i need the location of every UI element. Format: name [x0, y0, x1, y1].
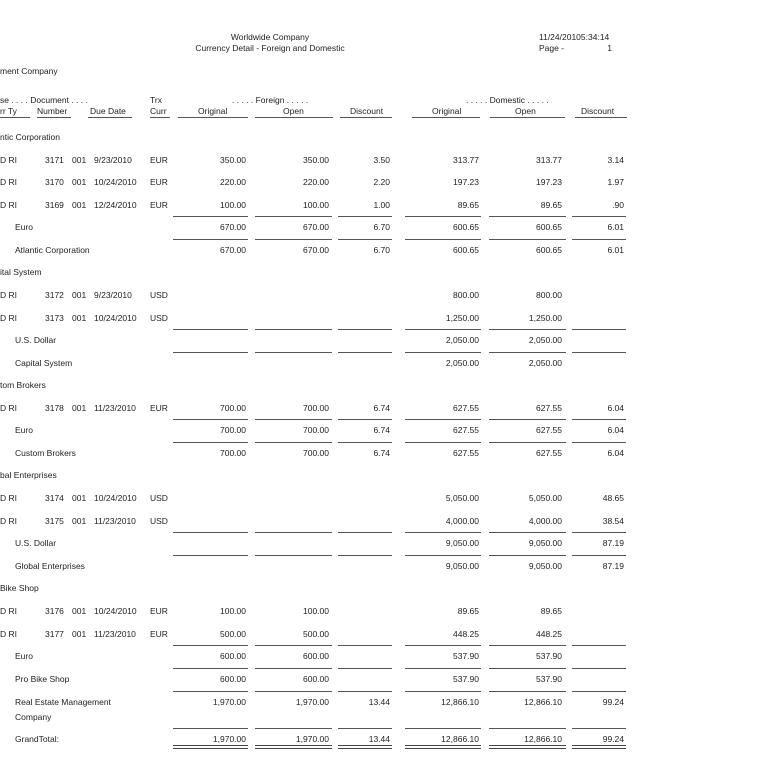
amount-f-open: 600.00 — [303, 674, 329, 684]
subtotal-rule — [572, 555, 626, 556]
subtotal-rule — [405, 239, 481, 240]
subtotal-rule — [338, 532, 392, 533]
subtotal-rule — [338, 691, 392, 692]
subtotal-rule — [173, 216, 248, 217]
amount-f-disc: 6.70 — [373, 245, 390, 255]
subtotal-rule — [572, 728, 626, 729]
amount-f-disc: 13.44 — [368, 734, 390, 744]
amount-d-orig: 2,050.00 — [445, 335, 479, 345]
grand-total-label: GrandTotal: — [15, 734, 59, 744]
subtotal-rule — [338, 216, 392, 217]
amount-d-orig: 4,000.00 — [445, 516, 479, 526]
header-foreign-open: Open — [283, 106, 304, 116]
subtotal-rule — [338, 645, 392, 646]
subtotal-rule — [489, 352, 566, 353]
header-due-date: Due Date — [90, 106, 126, 116]
subtotal-rule — [572, 419, 626, 420]
doc-sequence: 001 — [72, 290, 87, 300]
subtotal-rule — [255, 419, 332, 420]
amount-d-orig: 197.23 — [453, 177, 479, 187]
subtotal-rule — [572, 442, 626, 443]
due-date: 12/24/2010 — [94, 200, 137, 210]
amount-f-open: 220.00 — [303, 177, 329, 187]
amount-d-orig: 537.90 — [453, 674, 479, 684]
amount-d-disc: .90 — [612, 200, 624, 210]
header-trx-curr: Curr — [150, 106, 167, 116]
doc-number: 3170 — [45, 177, 64, 187]
subtotal-rule — [255, 668, 332, 669]
amount-d-open: 800.00 — [536, 290, 562, 300]
subtotal-rule — [572, 691, 626, 692]
doc-sequence: 001 — [72, 177, 87, 187]
amount-f-open: 670.00 — [303, 245, 329, 255]
subtotal-rule — [405, 728, 481, 729]
doc-number: 3173 — [45, 313, 64, 323]
subtotal-label: Capital System — [15, 358, 73, 368]
subtotal-rule — [173, 668, 248, 669]
subtotal-label: Real Estate Management — [15, 697, 111, 707]
subtotal-label: Euro — [15, 651, 33, 661]
amount-f-orig: 700.00 — [220, 425, 246, 435]
customer-heading: ital System — [0, 267, 42, 277]
doc-type: D RI — [0, 155, 17, 165]
due-date: 9/23/2010 — [94, 155, 132, 165]
subtotal-label: Custom Brokers — [15, 448, 76, 458]
due-date: 10/24/2010 — [94, 493, 137, 503]
grand-total-double-rule — [173, 745, 248, 749]
subtotal-rule — [489, 532, 566, 533]
doc-number: 3172 — [45, 290, 64, 300]
doc-type: D RI — [0, 516, 17, 526]
amount-d-orig: 627.55 — [453, 425, 479, 435]
subtotal-rule — [255, 216, 332, 217]
subtotal-rule — [572, 645, 626, 646]
amount-f-orig: 600.00 — [220, 651, 246, 661]
amount-d-orig: 12,866.10 — [441, 734, 479, 744]
amount-f-orig: 1,970.00 — [212, 734, 246, 744]
doc-sequence: 001 — [72, 313, 87, 323]
trx-currency: EUR — [150, 606, 168, 616]
amount-d-orig: 9,050.00 — [445, 538, 479, 548]
subtotal-rule — [173, 419, 248, 420]
amount-f-orig: 700.00 — [220, 448, 246, 458]
doc-sequence: 001 — [72, 629, 87, 639]
doc-number: 3177 — [45, 629, 64, 639]
subtotal-rule — [173, 555, 248, 556]
amount-f-orig: 350.00 — [220, 155, 246, 165]
amount-f-open: 100.00 — [303, 200, 329, 210]
subtotal-rule — [173, 352, 248, 353]
subtotal-rule — [572, 216, 626, 217]
grand-total-double-rule — [489, 745, 566, 749]
subtotal-rule — [405, 329, 481, 330]
subtotal-rule — [405, 691, 481, 692]
trx-currency: EUR — [150, 200, 168, 210]
subtotal-rule — [572, 239, 626, 240]
amount-f-disc: 6.74 — [373, 448, 390, 458]
doc-type: D RI — [0, 629, 17, 639]
trx-currency: EUR — [150, 403, 168, 413]
doc-number: 3171 — [45, 155, 64, 165]
trx-currency: USD — [150, 516, 168, 526]
amount-d-orig: 627.55 — [453, 403, 479, 413]
amount-d-orig: 89.65 — [457, 606, 479, 616]
subtotal-rule — [572, 532, 626, 533]
header-domestic-group: . . . . . Domestic . . . . . — [466, 95, 549, 105]
subtotal-label: Pro Bike Shop — [15, 674, 70, 684]
subtotal-label-continued: Company — [15, 712, 52, 722]
subtotal-rule — [489, 419, 566, 420]
header-domestic-original: Original — [432, 106, 462, 116]
subtotal-label: Global Enterprises — [15, 561, 85, 571]
grand-total-double-rule — [572, 745, 626, 749]
amount-d-open: 2,050.00 — [528, 358, 562, 368]
amount-d-disc: 6.01 — [607, 222, 624, 232]
doc-sequence: 001 — [72, 516, 87, 526]
subtotal-rule — [173, 728, 248, 729]
subtotal-rule — [338, 668, 392, 669]
subtotal-label: Euro — [15, 425, 33, 435]
doc-sequence: 001 — [72, 606, 87, 616]
amount-d-disc: 87.19 — [602, 538, 624, 548]
subtotal-rule — [489, 442, 566, 443]
amount-d-orig: 600.65 — [453, 245, 479, 255]
amount-d-open: 448.25 — [536, 629, 562, 639]
subtotal-rule — [489, 645, 566, 646]
trx-currency: USD — [150, 313, 168, 323]
doc-type: D RI — [0, 200, 17, 210]
subtotal-rule — [173, 442, 248, 443]
subtotal-rule — [255, 691, 332, 692]
trx-currency: USD — [150, 290, 168, 300]
amount-d-orig: 5,050.00 — [445, 493, 479, 503]
amount-d-orig: 12,866.10 — [441, 697, 479, 707]
subtotal-rule — [572, 329, 626, 330]
page-label: Page - — [539, 43, 565, 53]
subtotal-rule — [255, 352, 332, 353]
subtotal-rule — [489, 668, 566, 669]
subtotal-rule — [255, 728, 332, 729]
doc-sequence: 001 — [72, 200, 87, 210]
doc-number: 3176 — [45, 606, 64, 616]
amount-d-orig: 89.65 — [457, 200, 479, 210]
grand-total-double-rule — [405, 745, 481, 749]
amount-d-open: 89.65 — [540, 606, 562, 616]
amount-f-disc: 6.74 — [373, 403, 390, 413]
subtotal-rule — [405, 668, 481, 669]
amount-f-disc: 2.20 — [373, 177, 390, 187]
amount-f-orig: 220.00 — [220, 177, 246, 187]
subtotal-rule — [489, 329, 566, 330]
amount-d-disc: 6.04 — [607, 403, 624, 413]
amount-f-disc: 6.74 — [373, 425, 390, 435]
amount-f-orig: 670.00 — [220, 222, 246, 232]
doc-sequence: 001 — [72, 403, 87, 413]
amount-d-open: 537.90 — [536, 674, 562, 684]
trx-currency: USD — [150, 493, 168, 503]
amount-d-disc: 99.24 — [602, 734, 624, 744]
subtotal-rule — [255, 329, 332, 330]
header-curr-ty: rr Ty — [0, 106, 17, 116]
subtotal-rule — [405, 645, 481, 646]
subtotal-label: Atlantic Corporation — [15, 245, 90, 255]
subtotal-rule — [405, 442, 481, 443]
due-date: 11/23/2010 — [94, 516, 136, 526]
amount-f-orig: 700.00 — [220, 403, 246, 413]
customer-heading: ntic Corporation — [0, 132, 61, 142]
subtotal-rule — [405, 216, 481, 217]
subtotal-rule — [338, 239, 392, 240]
header-number: Number — [37, 106, 68, 116]
amount-f-open: 1,970.00 — [295, 697, 329, 707]
subtotal-rule — [405, 532, 481, 533]
amount-d-orig: 627.55 — [453, 448, 479, 458]
doc-type: D RI — [0, 177, 17, 187]
due-date: 9/23/2010 — [94, 290, 132, 300]
subtotal-rule — [489, 216, 566, 217]
amount-f-orig: 1,970.00 — [212, 697, 246, 707]
amount-d-open: 12,866.10 — [524, 734, 562, 744]
subtotal-rule — [255, 442, 332, 443]
amount-d-orig: 313.77 — [453, 155, 479, 165]
header-domestic-open: Open — [515, 106, 536, 116]
amount-d-orig: 800.00 — [453, 290, 479, 300]
due-date: 11/23/2010 — [94, 629, 136, 639]
header-trx: Trx — [150, 95, 162, 105]
due-date: 10/24/2010 — [94, 177, 137, 187]
subtotal-label: U.S. Dollar — [15, 335, 57, 345]
amount-d-disc: 3.14 — [607, 155, 624, 165]
amount-f-open: 670.00 — [303, 222, 329, 232]
header-foreign-discount: Discount — [350, 106, 384, 116]
trx-currency: EUR — [150, 177, 168, 187]
doc-type: D RI — [0, 606, 17, 616]
amount-f-orig: 670.00 — [220, 245, 246, 255]
subtotal-rule — [173, 645, 248, 646]
doc-type: D RI — [0, 403, 17, 413]
subtotal-rule — [173, 329, 248, 330]
subtotal-rule — [338, 555, 392, 556]
customer-heading: tom Brokers — [0, 380, 46, 390]
amount-f-open: 500.00 — [303, 629, 329, 639]
amount-d-open: 627.55 — [536, 425, 562, 435]
section-company: ment Company — [0, 66, 58, 76]
company-name: Worldwide Company — [230, 32, 310, 42]
subtotal-rule — [489, 691, 566, 692]
amount-d-open: 5,050.00 — [528, 493, 562, 503]
amount-d-open: 9,050.00 — [528, 561, 562, 571]
amount-f-open: 700.00 — [303, 403, 329, 413]
amount-d-open: 9,050.00 — [528, 538, 562, 548]
grand-total-double-rule — [255, 745, 332, 749]
amount-d-orig: 2,050.00 — [445, 358, 479, 368]
amount-f-disc: 13.44 — [368, 697, 390, 707]
subtotal-rule — [173, 239, 248, 240]
amount-d-disc: 1.97 — [607, 177, 624, 187]
subtotal-rule — [338, 728, 392, 729]
subtotal-rule — [338, 419, 392, 420]
subtotal-rule — [489, 555, 566, 556]
doc-number: 3178 — [45, 403, 64, 413]
header-foreign-group: . . . . . Foreign . . . . . — [232, 95, 309, 105]
amount-f-orig: 600.00 — [220, 674, 246, 684]
amount-f-orig: 100.00 — [220, 200, 246, 210]
subtotal-rule — [338, 442, 392, 443]
amount-d-open: 627.55 — [536, 403, 562, 413]
grand-total-double-rule — [338, 745, 392, 749]
header-foreign-original: Original — [198, 106, 228, 116]
amount-d-open: 1,250.00 — [528, 313, 562, 323]
amount-d-disc: 6.04 — [607, 448, 624, 458]
amount-d-disc: 6.04 — [607, 425, 624, 435]
report-datetime: 11/24/20105:34:14 — [539, 32, 610, 42]
customer-heading: bal Enterprises — [0, 470, 57, 480]
subtotal-rule — [405, 419, 481, 420]
amount-d-disc: 87.19 — [602, 561, 624, 571]
doc-type: D RI — [0, 313, 17, 323]
report-title: Currency Detail - Foreign and Domestic — [195, 43, 345, 53]
amount-d-open: 600.65 — [536, 245, 562, 255]
doc-sequence: 001 — [72, 155, 87, 165]
trx-currency: EUR — [150, 155, 168, 165]
customer-heading: Bike Shop — [0, 583, 39, 593]
subtotal-rule — [173, 691, 248, 692]
amount-f-disc: 1.00 — [373, 200, 390, 210]
subtotal-rule — [173, 532, 248, 533]
due-date: 11/23/2010 — [94, 403, 136, 413]
amount-f-disc: 6.70 — [373, 222, 390, 232]
doc-number: 3175 — [45, 516, 64, 526]
subtotal-rule — [255, 645, 332, 646]
subtotal-rule — [489, 728, 566, 729]
amount-f-open: 100.00 — [303, 606, 329, 616]
subtotal-rule — [338, 352, 392, 353]
amount-d-open: 89.65 — [540, 200, 562, 210]
subtotal-rule — [255, 555, 332, 556]
subtotal-rule — [255, 532, 332, 533]
amount-d-orig: 600.65 — [453, 222, 479, 232]
amount-f-open: 1,970.00 — [295, 734, 329, 744]
amount-d-open: 12,866.10 — [524, 697, 562, 707]
doc-type: D RI — [0, 493, 17, 503]
amount-d-disc: 38.54 — [602, 516, 624, 526]
amount-d-open: 627.55 — [536, 448, 562, 458]
subtotal-rule — [572, 352, 626, 353]
amount-d-open: 197.23 — [536, 177, 562, 187]
amount-d-disc: 99.24 — [602, 697, 624, 707]
amount-f-open: 700.00 — [303, 425, 329, 435]
subtotal-rule — [489, 239, 566, 240]
amount-d-orig: 9,050.00 — [445, 561, 479, 571]
due-date: 10/24/2010 — [94, 606, 137, 616]
amount-f-open: 350.00 — [303, 155, 329, 165]
doc-number: 3174 — [45, 493, 64, 503]
amount-f-disc: 3.50 — [373, 155, 390, 165]
doc-sequence: 001 — [72, 493, 87, 503]
page-number: 1 — [607, 43, 612, 53]
amount-d-open: 2,050.00 — [528, 335, 562, 345]
amount-f-open: 700.00 — [303, 448, 329, 458]
subtotal-rule — [572, 668, 626, 669]
amount-d-orig: 448.25 — [453, 629, 479, 639]
header-domestic-discount: Discount — [581, 106, 615, 116]
amount-d-open: 600.65 — [536, 222, 562, 232]
subtotal-rule — [405, 352, 481, 353]
trx-currency: EUR — [150, 629, 168, 639]
due-date: 10/24/2010 — [94, 313, 137, 323]
amount-d-disc: 6.01 — [607, 245, 624, 255]
amount-f-orig: 100.00 — [220, 606, 246, 616]
amount-d-disc: 48.65 — [602, 493, 624, 503]
header-document-group: se . . . . Document . . . . — [0, 95, 88, 105]
subtotal-label: U.S. Dollar — [15, 538, 57, 548]
doc-type: D RI — [0, 290, 17, 300]
subtotal-rule — [405, 555, 481, 556]
amount-d-open: 537.90 — [536, 651, 562, 661]
amount-f-open: 600.00 — [303, 651, 329, 661]
doc-number: 3169 — [45, 200, 64, 210]
subtotal-label: Euro — [15, 222, 33, 232]
amount-d-orig: 537.90 — [453, 651, 479, 661]
amount-d-orig: 1,250.00 — [445, 313, 479, 323]
subtotal-rule — [255, 239, 332, 240]
amount-d-open: 4,000.00 — [528, 516, 562, 526]
amount-d-open: 313.77 — [536, 155, 562, 165]
amount-f-orig: 500.00 — [220, 629, 246, 639]
subtotal-rule — [338, 329, 392, 330]
